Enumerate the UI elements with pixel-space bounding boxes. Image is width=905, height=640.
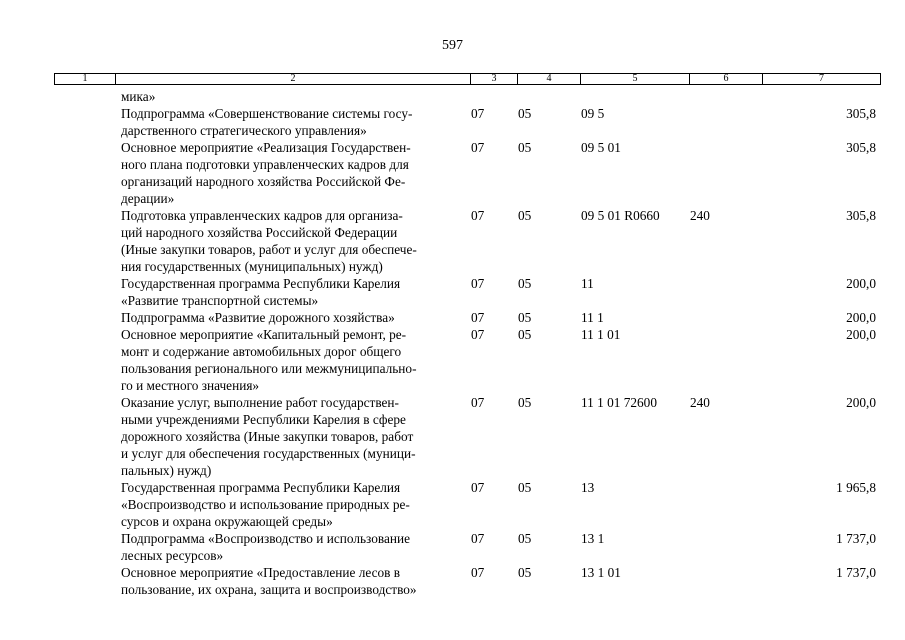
row-description-line: го и местного значения» [121,378,260,393]
row-description-line: Государственная программа Республики Карелия [121,480,401,495]
amount-value: 200,0 [846,327,876,342]
row-description [121,139,466,207]
row-description-line: «Воспроизводство и использование природных ре- [121,497,410,512]
row-description [121,275,466,309]
row-description-line: Основное мероприятие «Реализация Государствен- [121,140,411,155]
row-description-line: пальных) нужд) [121,463,212,478]
row-description-line: Подготовка управленческих кадров для организа- [121,208,403,223]
subsection-code: 05 [518,531,532,546]
target-article-code: 09 5 01 [581,140,621,155]
row-description-line: ного плана подготовки управленческих кадров для [121,157,409,172]
section-code: 07 [471,480,485,495]
row-description-line: организаций народного хозяйства Российской Фе- [121,174,406,189]
row-description-line: (Иные закупки товаров, работ и услуг для обеспече- [121,242,417,257]
row-description-line: монт и содержание автомобильных дорог общего [121,344,402,359]
section-code: 07 [471,208,485,223]
target-article-code: 13 1 01 [581,565,621,580]
column-header-3: 3 [471,74,518,85]
target-article-code: 11 [581,276,594,291]
row-description-line: Подпрограмма «Развитие дорожного хозяйства» [121,310,395,325]
table-row [0,326,905,394]
subsection-code: 05 [518,310,532,325]
amount-value: 305,8 [846,208,876,223]
amount-value: 1 737,0 [836,531,876,546]
column-header-1: 1 [55,74,116,85]
section-code: 07 [471,565,485,580]
row-description [121,394,466,479]
subsection-code: 05 [518,395,532,410]
row-description-line: Оказание услуг, выполнение работ государствен- [121,395,399,410]
column-header-7: 7 [763,74,881,85]
row-description-line: дерации» [121,191,175,206]
amount-value: 200,0 [846,276,876,291]
table-row [0,479,905,530]
row-description-line: лесных ресурсов» [121,548,224,563]
target-article-code: 11 1 [581,310,604,325]
section-code: 07 [471,395,485,410]
amount-value: 200,0 [846,310,876,325]
target-article-code: 09 5 01 R0660 [581,208,660,223]
row-description-line: Основное мероприятие «Предоставление лесов в [121,565,401,580]
amount-value: 200,0 [846,395,876,410]
subsection-code: 05 [518,565,532,580]
page-number: 597 [442,38,463,53]
row-description-line: Основное мероприятие «Капитальный ремонт, ре- [121,327,407,342]
row-description [121,564,466,598]
column-header-6: 6 [690,74,763,85]
row-description-line: дарственного стратегического управления» [121,123,367,138]
budget-table-body [0,88,905,598]
target-article-code: 13 1 [581,531,605,546]
row-description-line: Подпрограмма «Совершенствование системы госу- [121,106,413,121]
section-code: 07 [471,140,485,155]
table-row [0,275,905,309]
row-description-line: Подпрограмма «Воспроизводство и использование [121,531,410,546]
target-article-code: 09 5 [581,106,605,121]
row-description [121,309,466,326]
table-row [0,564,905,598]
column-header-5: 5 [581,74,690,85]
row-description [121,326,466,394]
table-row [0,530,905,564]
table-row [0,139,905,207]
subsection-code: 05 [518,140,532,155]
row-description-line: ния государственных (муниципальных) нужд) [121,259,383,274]
subsection-code: 05 [518,276,532,291]
row-description [121,530,466,564]
row-description-line: ными учреждениями Республики Карелия в сфере [121,412,406,427]
amount-value: 1 737,0 [836,565,876,580]
row-description-line: сурсов и охрана окружающей среды» [121,514,333,529]
section-code: 07 [471,310,485,325]
section-code: 07 [471,531,485,546]
amount-value: 305,8 [846,140,876,155]
subsection-code: 05 [518,480,532,495]
amount-value: 305,8 [846,106,876,121]
row-description [121,207,466,275]
row-description [121,479,466,530]
target-article-code: 11 1 01 [581,327,621,342]
amount-value: 1 965,8 [836,480,876,495]
table-row [0,309,905,326]
column-header-4: 4 [518,74,581,85]
column-header-2: 2 [116,74,471,85]
row-description-line: мика» [121,89,156,104]
subsection-code: 05 [518,208,532,223]
section-code: 07 [471,106,485,121]
table-row [0,207,905,275]
row-description-line: «Развитие транспортной системы» [121,293,319,308]
row-description [121,88,466,105]
table-row [0,88,905,105]
table-row [0,394,905,479]
subsection-code: 05 [518,106,532,121]
row-description-line: и услуг для обеспечения государственных (муници- [121,446,416,461]
column-header-row [55,74,881,85]
subsection-code: 05 [518,327,532,342]
expense-type-code: 240 [690,395,710,410]
expense-type-code: 240 [690,208,710,223]
row-description-line: пользования регионального или межмуниципально- [121,361,417,376]
section-code: 07 [471,327,485,342]
row-description-line: дорожного хозяйства (Иные закупки товаров, работ [121,429,414,444]
target-article-code: 11 1 01 72600 [581,395,657,410]
row-description-line: пользование, их охрана, защита и воспроизводство» [121,582,417,597]
row-description [121,105,466,139]
column-header-table [54,73,881,85]
table-row [0,105,905,139]
target-article-code: 13 [581,480,595,495]
section-code: 07 [471,276,485,291]
row-description-line: ций народного хозяйства Российской Федерации [121,225,398,240]
row-description-line: Государственная программа Республики Карелия [121,276,401,291]
